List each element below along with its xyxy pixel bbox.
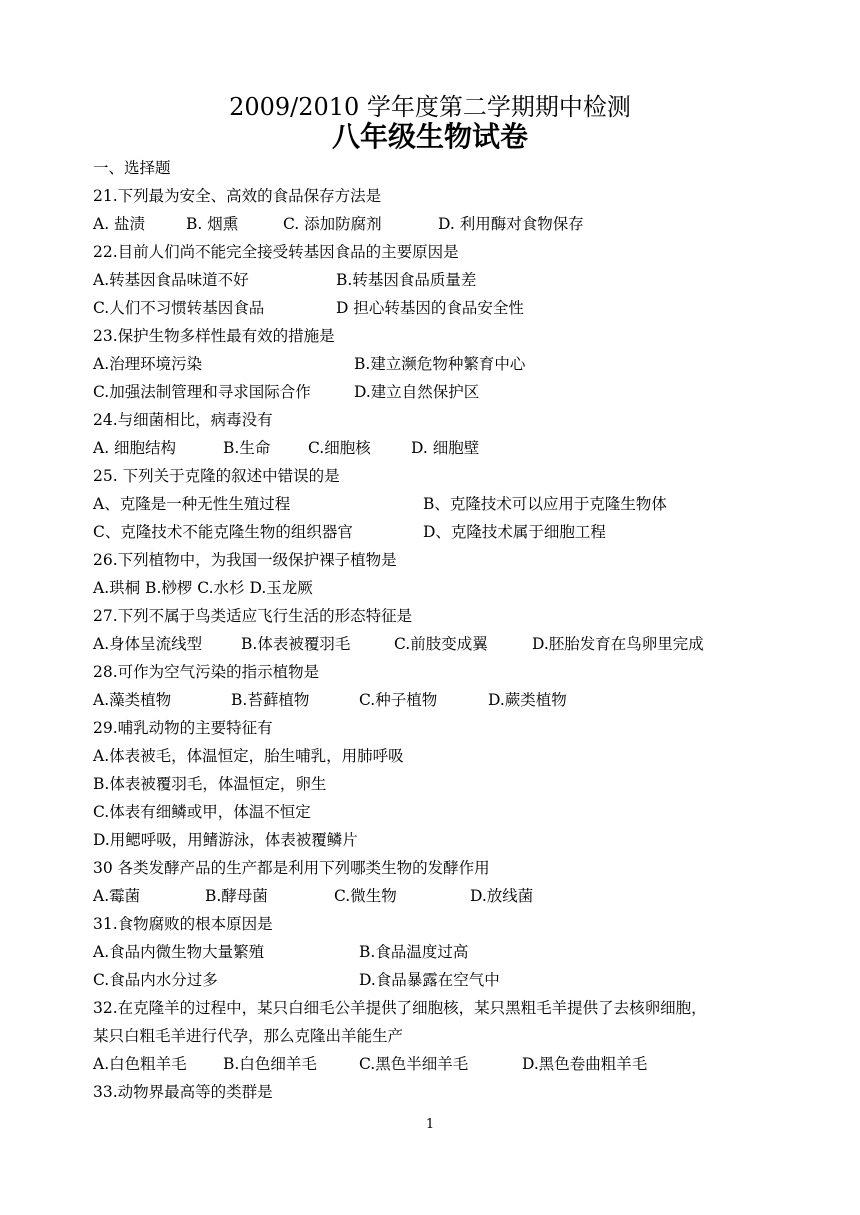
answer-option: D. 利用酶对食物保存 <box>438 215 584 233</box>
exam-subtitle: 八年级生物试卷 <box>331 120 528 153</box>
answer-option: C.微生物 <box>334 887 397 905</box>
answer-option: A.治理环境污染 <box>93 355 203 373</box>
option-row <box>93 350 793 378</box>
answer-option: D.蕨类植物 <box>488 691 567 709</box>
answer-option: B.苔藓植物 <box>231 691 310 709</box>
question-stem: 32.在克隆羊的过程中，某只白细毛公羊提供了细胞核，某只黑粗毛羊提供了去核卵细胞， <box>93 999 707 1017</box>
option-row <box>93 518 793 546</box>
answer-option: D.黑色卷曲粗羊毛 <box>522 1055 648 1073</box>
answer-option: D、克隆技术属于细胞工程 <box>423 523 606 541</box>
option-row <box>93 798 793 826</box>
answer-option: D. 细胞壁 <box>411 439 480 457</box>
question-stem: 22.目前人们尚不能完全接受转基因食品的主要原因是 <box>93 243 459 261</box>
answer-option: D 担心转基因的食品安全性 <box>336 299 524 317</box>
question-stem: 33.动物界最高等的类群是 <box>93 1083 273 1101</box>
answer-option: C.前肢变成翼 <box>394 635 488 653</box>
answer-option: D.用鳃呼吸，用鳍游泳，体表被覆鳞片 <box>93 831 358 849</box>
answer-option: A.体表被毛，体温恒定，胎生哺乳，用肺呼吸 <box>93 747 404 765</box>
answer-option: A、克隆是一种无性生殖过程 <box>93 495 291 513</box>
answer-option: A.珙桐 B.桫椤 C.水杉 D.玉龙厥 <box>93 579 313 597</box>
option-row <box>93 966 793 994</box>
option-row <box>93 294 793 322</box>
answer-option: B.生命 <box>223 439 271 457</box>
answer-option: B. 烟熏 <box>186 215 239 233</box>
question-stem: 21.下列最为安全、高效的食品保存方法是 <box>93 187 382 205</box>
option-row <box>93 686 793 714</box>
question-stem: 26.下列植物中，为我国一级保护裸子植物是 <box>93 551 397 569</box>
option-row <box>93 770 793 798</box>
option-row <box>93 882 793 910</box>
option-row <box>93 630 793 658</box>
option-row <box>93 574 793 602</box>
question-stem: 30 各类发酵产品的生产都是利用下列哪类生物的发酵作用 <box>93 859 490 877</box>
answer-option: C.种子植物 <box>359 691 438 709</box>
exam-title: 2009/2010 学年度第二学期期中检测 <box>229 93 631 121</box>
answer-option: C、克隆技术不能克隆生物的组织器官 <box>93 523 353 541</box>
answer-option: D.胚胎发育在鸟卵里完成 <box>532 635 704 653</box>
answer-option: B.体表被覆羽毛 <box>241 635 351 653</box>
question-stem: 25. 下列关于克隆的叙述中错误的是 <box>93 467 340 485</box>
answer-option: D.食品暴露在空气中 <box>359 971 500 989</box>
answer-option: C.加强法制管理和寻求国际合作 <box>93 383 311 401</box>
answer-option: C.食品内水分过多 <box>93 971 218 989</box>
answer-option: A.转基因食品味道不好 <box>93 271 249 289</box>
option-row <box>93 826 793 854</box>
answer-option: B.体表被覆羽毛，体温恒定，卵生 <box>93 775 327 793</box>
page-number: 1 <box>425 1117 435 1132</box>
answer-option: B.白色细羊毛 <box>223 1055 317 1073</box>
answer-option: B.食品温度过高 <box>359 943 469 961</box>
answer-option: C. 添加防腐剂 <box>283 215 382 233</box>
answer-option: D.建立自然保护区 <box>354 383 480 401</box>
option-row <box>93 266 793 294</box>
question-stem-continued: 某只白粗毛羊进行代孕，那么克隆出羊能生产 <box>93 1027 404 1045</box>
question-stem: 29.哺乳动物的主要特征有 <box>93 719 273 737</box>
question-stem: 31.食物腐败的根本原因是 <box>93 915 273 933</box>
answer-option: C.细胞核 <box>308 439 371 457</box>
answer-option: D.放线菌 <box>470 887 534 905</box>
answer-option: C.体表有细鳞或甲，体温不恒定 <box>93 803 311 821</box>
question-stem: 28.可作为空气污染的指示植物是 <box>93 663 320 681</box>
option-row <box>93 434 793 462</box>
answer-option: B.酵母菌 <box>205 887 268 905</box>
answer-option: B.转基因食品质量差 <box>336 271 477 289</box>
answer-option: A.白色粗羊毛 <box>93 1055 187 1073</box>
answer-option: B、克隆技术可以应用于克隆生物体 <box>423 495 667 513</box>
answer-option: B.建立濒危物种繁育中心 <box>354 355 526 373</box>
question-stem: 24.与细菌相比，病毒没有 <box>93 411 273 429</box>
answer-option: A.身体呈流线型 <box>93 635 203 653</box>
answer-option: A.藻类植物 <box>93 691 172 709</box>
answer-option: C.人们不习惯转基因食品 <box>93 299 265 317</box>
answer-option: A.食品内微生物大量繁殖 <box>93 943 265 961</box>
question-stem: 23.保护生物多样性最有效的措施是 <box>93 327 335 345</box>
answer-option: A. 细胞结构 <box>93 439 177 457</box>
question-stem: 27.下列不属于鸟类适应飞行生活的形态特征是 <box>93 607 413 625</box>
section-heading: 一、选择题 <box>93 159 171 177</box>
option-row <box>93 938 793 966</box>
option-row <box>93 210 793 238</box>
option-row <box>93 742 793 770</box>
question-list <box>93 154 793 1106</box>
answer-option: C.黑色半细羊毛 <box>359 1055 469 1073</box>
option-row <box>93 378 793 406</box>
answer-option: A.霉菌 <box>93 887 141 905</box>
option-row <box>93 490 793 518</box>
answer-option: A. 盐渍 <box>93 215 146 233</box>
option-row <box>93 1050 793 1078</box>
